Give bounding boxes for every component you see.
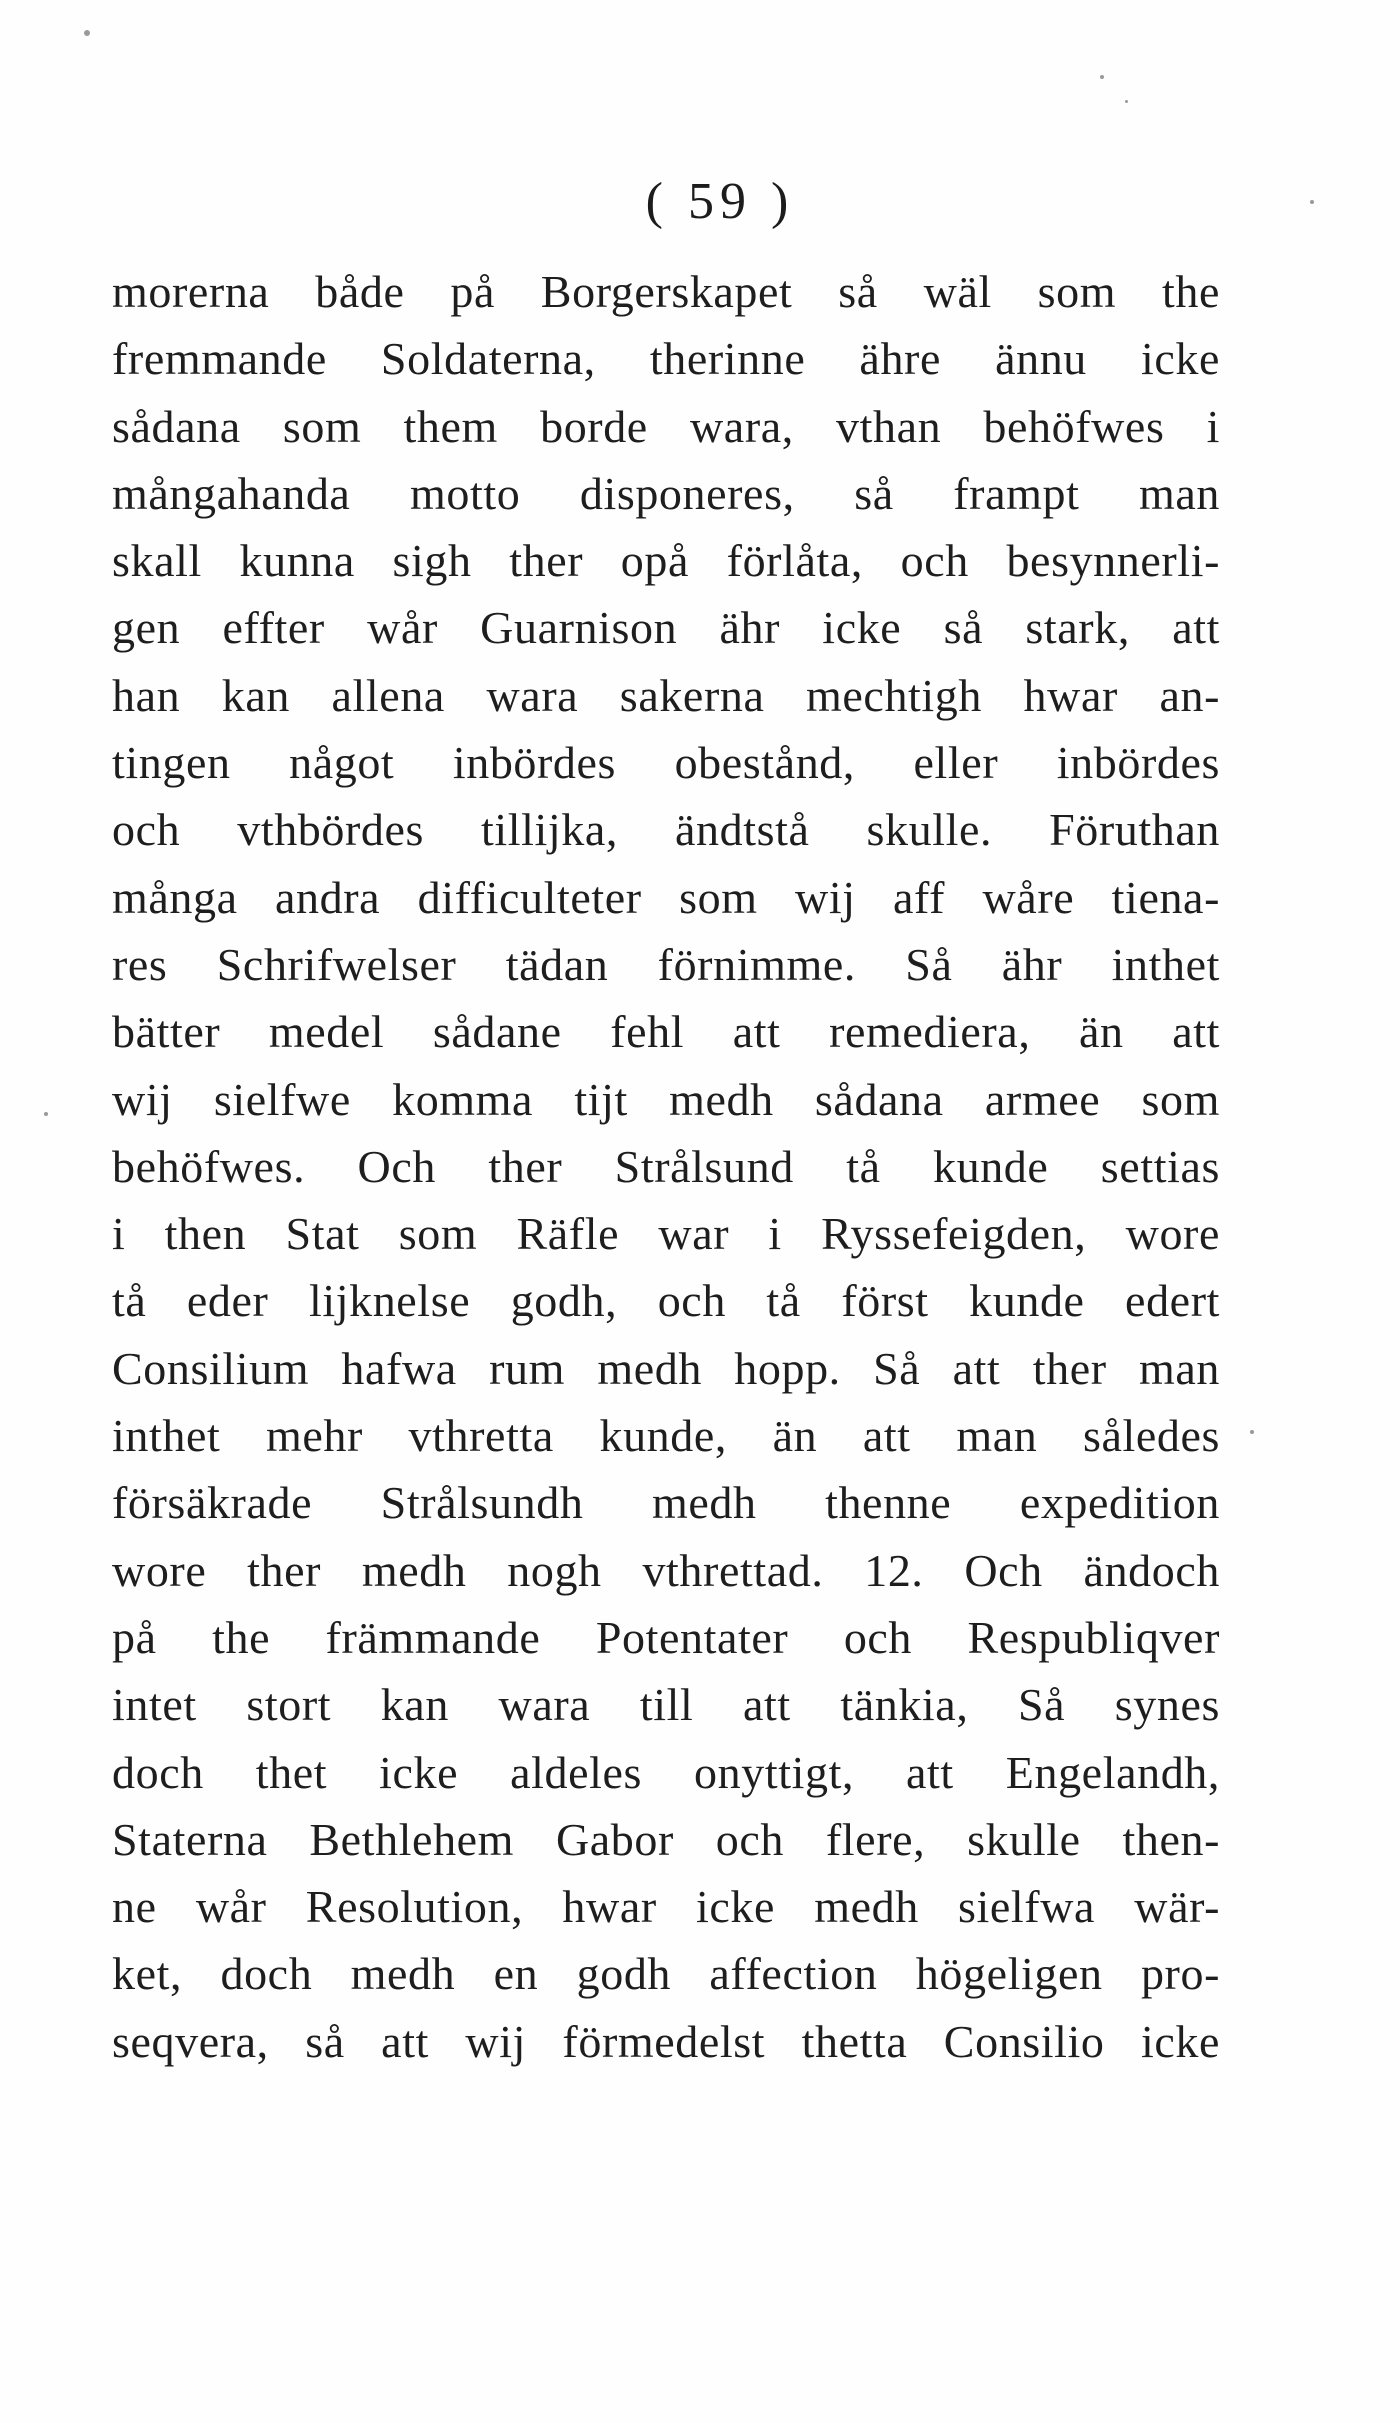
text-line: fremmande Soldaterna, therinne ähre ännu icke xyxy=(112,333,1220,385)
text-line: Staterna Bethlehem Gabor och flere, skulle then- xyxy=(112,1813,1220,1865)
text-line: och vthbördes tillijka, ändtstå skulle. Föruthan xyxy=(112,804,1220,856)
text-line: inthet mehr vthretta kunde, än att man således xyxy=(112,1410,1220,1462)
text-line: bätter medel sådane fehl att remediera, än att xyxy=(112,1006,1220,1058)
text-line: seqvera, så att wij förmedelst thetta Consilio icke xyxy=(112,2015,1220,2067)
text-line: wore ther medh nogh vthrettad. 12. Och ändoch xyxy=(112,1544,1220,1596)
text-line: sådana som them borde wara, vthan behöfwes i xyxy=(112,400,1220,452)
text-line: ket, doch medh en godh affection högeligen pro- xyxy=(112,1948,1220,2000)
text-line: behöfwes. Och ther Strålsund tå kunde settias xyxy=(112,1140,1220,1192)
scan-speck xyxy=(84,30,90,36)
text-line: skall kunna sigh ther opå förlåta, och besynnerli- xyxy=(112,535,1220,587)
scan-speck xyxy=(44,1112,48,1116)
text-line: tingen något inbördes obestånd, eller inbördes xyxy=(112,737,1220,789)
scan-speck xyxy=(1100,75,1104,79)
text-line: gen effter wår Guarnison ähr icke så stark, att xyxy=(112,602,1220,654)
text-line: Consilium hafwa rum medh hopp. Så att ther man xyxy=(112,1342,1220,1394)
text-line: res Schrifwelser tädan förnimme. Så ähr inthet xyxy=(112,938,1220,990)
text-line: på the främmande Potentater och Respubliqver xyxy=(112,1611,1220,1663)
scan-speck xyxy=(1310,200,1314,204)
scan-speck xyxy=(1250,1430,1254,1434)
text-line: mångahanda motto disponeres, så frampt man xyxy=(112,467,1220,519)
text-line: försäkrade Strålsundh medh thenne expedition xyxy=(112,1477,1220,1529)
scan-speck xyxy=(1125,100,1128,103)
page-number: ( 59 ) xyxy=(645,173,795,230)
text-line: morerna både på Borgerskapet så wäl som the xyxy=(112,266,1220,317)
text-line: ne wår Resolution, hwar icke medh sielfwa wär- xyxy=(112,1881,1220,1933)
text-line: intet stort kan wara till att tänkia, Så synes xyxy=(112,1679,1220,1731)
text-line: wij sielfwe komma tijt medh sådana armee som xyxy=(112,1073,1220,1125)
text-line: i then Stat som Räfle war i Ryssefeigden, wore xyxy=(112,1208,1220,1260)
text-line: doch thet icke aldeles onyttigt, att Engelandh, xyxy=(112,1746,1220,1798)
text-line: tå eder lijknelse godh, och tå först kunde edert xyxy=(112,1275,1220,1327)
text-line: många andra difficulteter som wij aff wåre tiena- xyxy=(112,871,1220,923)
body-text xyxy=(112,258,1220,2075)
text-line: han kan allena wara sakerna mechtigh hwar an- xyxy=(112,669,1220,721)
